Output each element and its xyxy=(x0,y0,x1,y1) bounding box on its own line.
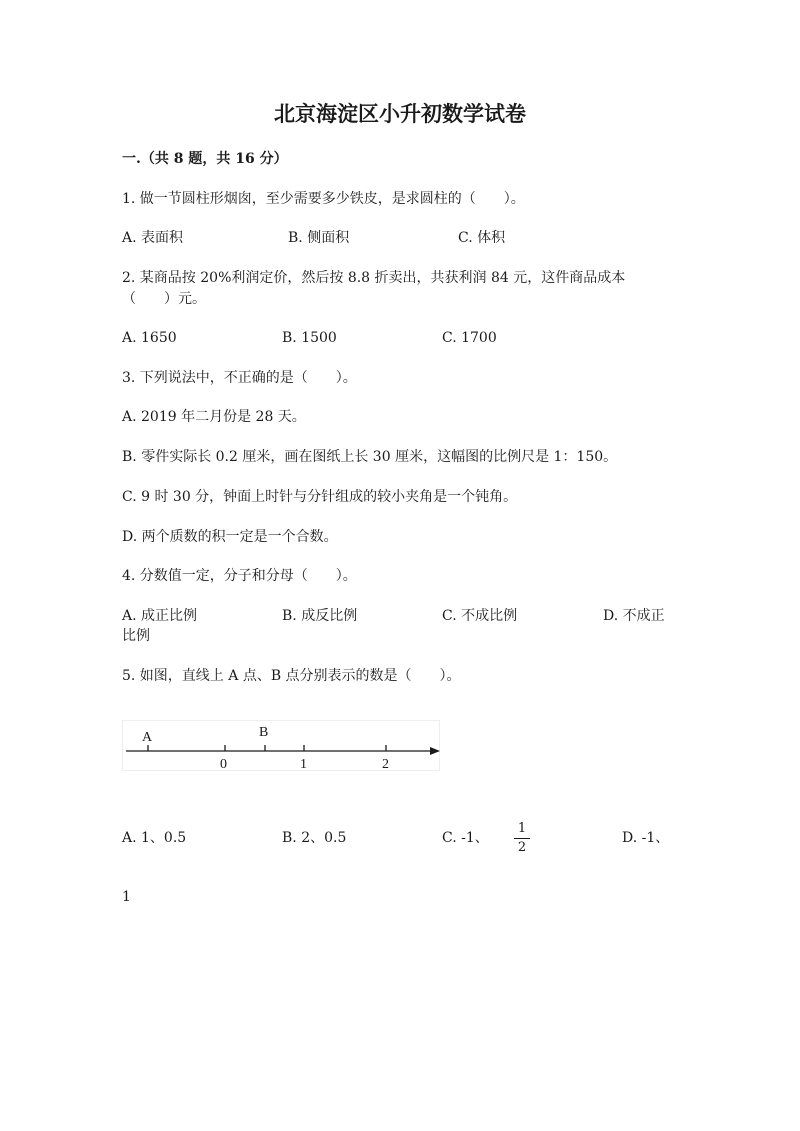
question-3-option-a[interactable]: A. 2019 年二月份是 28 天。 xyxy=(122,409,306,425)
question-5-option-c-fraction xyxy=(512,821,532,856)
page-title: 北京海淀区小升初数学试卷 xyxy=(274,101,526,126)
tick-label-0: 0 xyxy=(220,757,227,772)
question-4-option-c[interactable]: C. 不成比例 xyxy=(442,608,518,624)
question-2-stem-line-1: 2. 某商品按 20%利润定价，然后按 8.8 折卖出，共获利润 84 元，这件商品成本 xyxy=(122,270,626,286)
question-3-option-d[interactable]: D. 两个质数的积一定是一个合数。 xyxy=(122,529,338,545)
question-3-option-c[interactable]: C. 9 时 30 分，钟面上时针与分针组成的较小夹角是一个钝角。 xyxy=(122,489,518,505)
question-1-option-b[interactable]: B. 侧面积 xyxy=(288,230,350,246)
section-header: 一.（共 8 题，共 16 分） xyxy=(122,151,288,167)
question-2-option-c[interactable]: C. 1700 xyxy=(442,330,497,346)
question-4-option-d-wrap: 比例 xyxy=(122,628,150,644)
question-5-option-b[interactable]: B. 2、0.5 xyxy=(282,830,347,846)
fraction-numerator: 1 xyxy=(517,821,527,836)
question-2-stem-line-2: （ ）元。 xyxy=(122,291,206,307)
fraction-bar xyxy=(514,838,530,839)
question-1-stem: 1. 做一节圆柱形烟囱，至少需要多少铁皮，是求圆柱的（ ）。 xyxy=(122,191,525,207)
point-label-a: A xyxy=(142,730,153,745)
question-3-option-b[interactable]: B. 零件实际长 0.2 厘米，画在图纸上长 30 厘米，这幅图的比例尺是 1：150。 xyxy=(122,449,618,465)
number-line-figure xyxy=(122,720,442,772)
question-1-option-c[interactable]: C. 体积 xyxy=(458,230,506,246)
tick-label-1: 1 xyxy=(300,757,307,772)
figure-frame xyxy=(123,721,440,771)
question-5-option-c[interactable]: C. -1、 xyxy=(442,830,489,846)
question-2-option-a[interactable]: A. 1650 xyxy=(122,330,177,346)
point-label-b: B xyxy=(259,725,269,740)
question-5-stem: 5. 如图，直线上 A 点、B 点分别表示的数是（ ）。 xyxy=(122,668,461,684)
fraction-denominator: 2 xyxy=(517,840,527,855)
question-4-option-d[interactable]: D. 不成正 xyxy=(603,608,665,624)
question-3-stem: 3. 下列说法中，不正确的是（ ）。 xyxy=(122,370,357,386)
question-2-option-b[interactable]: B. 1500 xyxy=(282,330,337,346)
question-5-option-d-wrap: 1 xyxy=(122,889,131,905)
question-1-option-a[interactable]: A. 表面积 xyxy=(122,230,184,246)
question-5-option-a[interactable]: A. 1、0.5 xyxy=(122,830,187,846)
question-4-stem: 4. 分数值一定，分子和分母（ ）。 xyxy=(122,568,357,584)
question-5-option-d[interactable]: D. -1、 xyxy=(622,830,670,846)
tick-label-2: 2 xyxy=(382,757,389,772)
question-4-option-a[interactable]: A. 成正比例 xyxy=(122,608,198,624)
question-4-option-b[interactable]: B. 成反比例 xyxy=(282,608,358,624)
